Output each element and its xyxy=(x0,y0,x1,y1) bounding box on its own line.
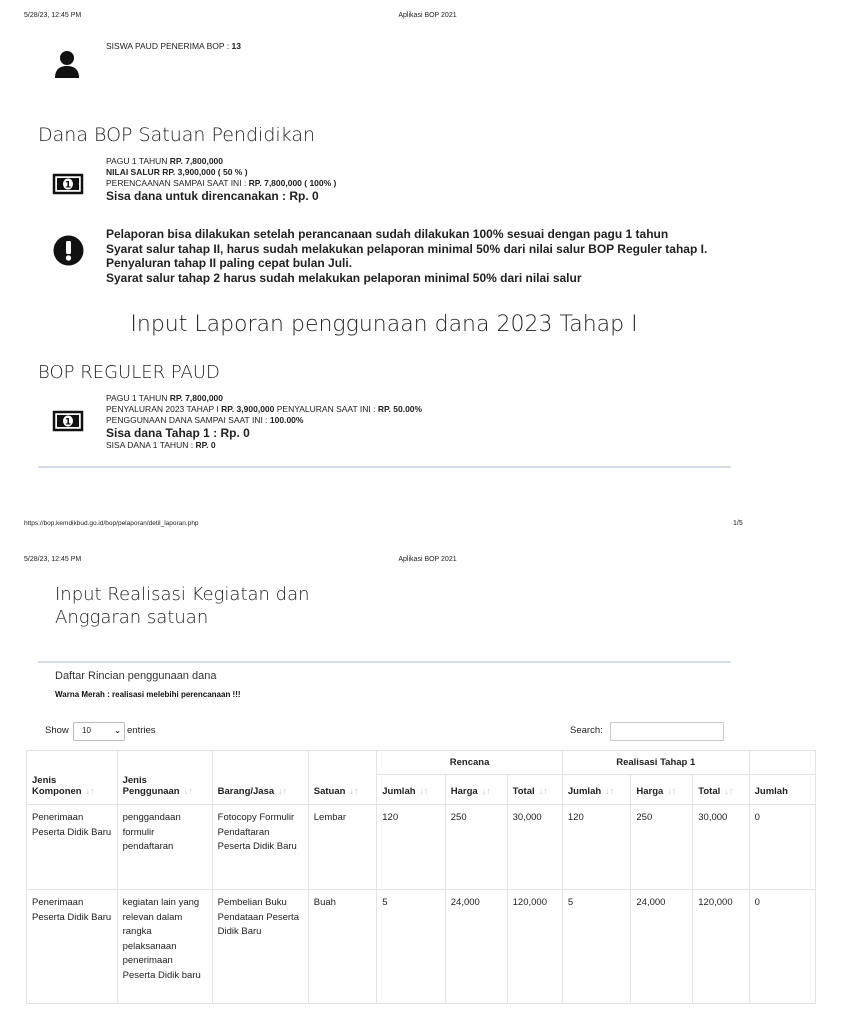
perencanaan-line: PERENCAANAN SAMPAI SAAT INI : RP. 7,800,000 ( 100% ) xyxy=(106,178,337,188)
warning-line-1: Pelaporan bisa dilakukan setelah perancanaan sudah dilakukan 100% sesuai dengan pagu 1 tahun xyxy=(106,227,669,241)
entries-label: entries xyxy=(127,725,156,736)
print-url: https://bop.kemdikbud.go.id/bop/pelaporan/detil_laporan.php xyxy=(24,520,199,527)
column-header-jenis-komponen[interactable]: Jenis Komponen ↓↑ xyxy=(27,751,118,805)
cell-rencana-total: 120,000 xyxy=(507,890,562,1004)
cell-satuan: Buah xyxy=(308,890,377,1004)
bop-reguler-info xyxy=(106,393,422,451)
column-header-rencana-total[interactable]: Total ↓↑ xyxy=(507,775,562,805)
sort-icon: ↓↑ xyxy=(183,786,193,796)
money-icon xyxy=(53,411,83,436)
group-header-realisasi: Realisasi Tahap 1 xyxy=(562,751,749,775)
sort-icon: ↓↑ xyxy=(538,786,548,796)
cell-jenis-komponen: Penerimaan Peserta Didik Baru xyxy=(27,805,118,890)
print-datetime: 5/28/23, 12:45 PM xyxy=(24,556,82,563)
dana-bop-title: Dana BOP Satuan Pendidikan xyxy=(38,124,316,146)
table-row xyxy=(27,890,816,1004)
warning-text xyxy=(106,227,707,285)
money-icon xyxy=(53,174,83,199)
realisasi-title xyxy=(55,583,310,629)
cell-rencana-total: 30,000 xyxy=(507,805,562,890)
sisa-dana-line: Sisa dana untuk direncanakan : Rp. 0 xyxy=(106,189,319,203)
cell-rencana-harga: 250 xyxy=(445,805,507,890)
warning-label: Warna Merah xyxy=(55,690,105,699)
group-header-rencana: Rencana xyxy=(377,751,563,775)
realisasi-title-line-1: Input Realisasi Kegiatan dan xyxy=(55,584,310,605)
cell-realisasi-jumlah: 120 xyxy=(562,805,631,890)
print-datetime: 5/28/23, 12:45 PM xyxy=(24,12,82,19)
print-title: Aplikasi BOP 2021 xyxy=(398,12,457,19)
cell-rencana-harga: 24,000 xyxy=(445,890,507,1004)
cell-jumlah-extra: 0 xyxy=(749,805,815,890)
dana-bop-info xyxy=(106,156,336,203)
sort-icon: ↓↑ xyxy=(419,786,429,796)
svg-text:1: 1 xyxy=(64,180,72,191)
column-header-jumlah-extra[interactable]: Jumlah xyxy=(749,775,815,805)
sisa-tahun-line: SISA DANA 1 TAHUN : RP. 0 xyxy=(106,440,216,450)
sort-icon: ↓↑ xyxy=(349,786,359,796)
pagu-line: PAGU 1 TAHUN RP. 7,800,000 xyxy=(106,156,224,166)
column-header-rencana-jumlah[interactable]: Jumlah ↓↑ xyxy=(377,775,446,805)
cell-jumlah-extra: 0 xyxy=(749,890,815,1004)
realisasi-table xyxy=(26,750,816,1004)
cell-barang-jasa: Pembelian Buku Pendataan Peserta Didik Baru xyxy=(212,890,308,1004)
svg-text:1: 1 xyxy=(64,417,72,428)
penggunaan-line: PENGGUNAAN DANA SAMPAI SAAT INI : 100.00% xyxy=(106,415,304,425)
divider xyxy=(38,466,731,468)
cell-realisasi-jumlah: 5 xyxy=(562,890,631,1004)
group-header-extra xyxy=(749,751,815,775)
entries-value: 10 xyxy=(82,726,91,735)
chevron-down-icon: ⌄ xyxy=(114,726,121,735)
cell-rencana-jumlah: 5 xyxy=(377,890,446,1004)
cell-realisasi-harga: 24,000 xyxy=(631,890,693,1004)
cell-jenis-komponen: Penerimaan Peserta Didik Baru xyxy=(27,890,118,1004)
warning-line-4: Syarat salur tahap 2 harus sudah melakukan pelaporan minimal 50% dari nilai salur xyxy=(106,270,582,285)
show-label: Show xyxy=(45,725,69,736)
search-input[interactable] xyxy=(610,722,724,741)
print-page-number: 1/5 xyxy=(733,520,743,527)
red-warning-note xyxy=(55,690,241,699)
cell-barang-jasa: Fotocopy Formulir Pendaftaran Peserta Didik Baru xyxy=(212,805,308,890)
pagu-line: PAGU 1 TAHUN RP. 7,800,000 xyxy=(106,393,224,403)
sort-icon: ↓↑ xyxy=(481,786,491,796)
cell-realisasi-total: 30,000 xyxy=(693,805,749,890)
exclamation-icon xyxy=(53,235,84,271)
table-row xyxy=(27,805,816,890)
search-label: Search: xyxy=(570,725,603,736)
realisasi-table-container xyxy=(32,750,788,1006)
column-header-rencana-harga[interactable]: Harga ↓↑ xyxy=(445,775,507,805)
bop-reguler-title: BOP REGULER PAUD xyxy=(38,362,220,383)
sisa-tahap-line: Sisa dana Tahap 1 : Rp. 0 xyxy=(106,426,250,440)
sort-icon: ↓↑ xyxy=(278,786,288,796)
column-header-jenis-penggunaan[interactable]: Jenis Penggunaan ↓↑ xyxy=(117,751,212,805)
sort-icon: ↓↑ xyxy=(85,786,95,796)
column-header-barang-jasa[interactable]: Barang/Jasa ↓↑ xyxy=(212,751,308,805)
entries-select[interactable] xyxy=(73,722,125,741)
user-icon xyxy=(54,50,80,83)
realisasi-title-line-2: Anggaran satuan xyxy=(55,607,209,628)
siswa-label: SISWA PAUD PENERIMA BOP : xyxy=(106,41,232,51)
column-header-realisasi-harga[interactable]: Harga ↓↑ xyxy=(631,775,693,805)
penyaluran-line: PENYALURAN 2023 TAHAP I RP. 3,900,000 PENYALURAN SAAT INI : RP. 50.00% xyxy=(106,404,423,414)
cell-satuan: Lembar xyxy=(308,805,377,890)
salur-line: NILAI SALUR RP. 3,900,000 ( 50 % ) xyxy=(106,167,248,177)
column-header-realisasi-jumlah[interactable]: Jumlah ↓↑ xyxy=(562,775,631,805)
list-title: Daftar Rincian penggunaan dana xyxy=(55,670,217,682)
cell-realisasi-harga: 250 xyxy=(631,805,693,890)
sort-icon: ↓↑ xyxy=(667,786,677,796)
cell-rencana-jumlah: 120 xyxy=(377,805,446,890)
siswa-value: 13 xyxy=(231,41,241,51)
cell-jenis-penggunaan: kegiatan lain yang relevan dalam rangka pelaksanaan penerimaan Peserta Didik baru xyxy=(117,890,212,1004)
column-header-satuan[interactable]: Satuan ↓↑ xyxy=(308,751,377,805)
input-laporan-title: Input Laporan penggunaan dana 2023 Tahap I xyxy=(130,312,638,337)
print-title: Aplikasi BOP 2021 xyxy=(398,556,457,563)
divider xyxy=(38,661,731,663)
cell-jenis-penggunaan: penggandaan formulir pendaftaran xyxy=(117,805,212,890)
warning-line-2: Syarat salur tahap II, harus sudah melakukan pelaporan minimal 50% dari nilai salur BOP Reguler tahap I. xyxy=(106,241,708,256)
sort-icon: ↓↑ xyxy=(724,786,734,796)
warning-line-3: Penyaluran tahap II paling cepat bulan Juli. xyxy=(106,256,353,271)
sort-icon: ↓↑ xyxy=(605,786,615,796)
siswa-count xyxy=(106,41,241,52)
column-header-realisasi-total[interactable]: Total ↓↑ xyxy=(693,775,749,805)
cell-realisasi-total: 120,000 xyxy=(693,890,749,1004)
warning-note-text: : realisasi melebihi perencanaan !!! xyxy=(104,690,241,699)
